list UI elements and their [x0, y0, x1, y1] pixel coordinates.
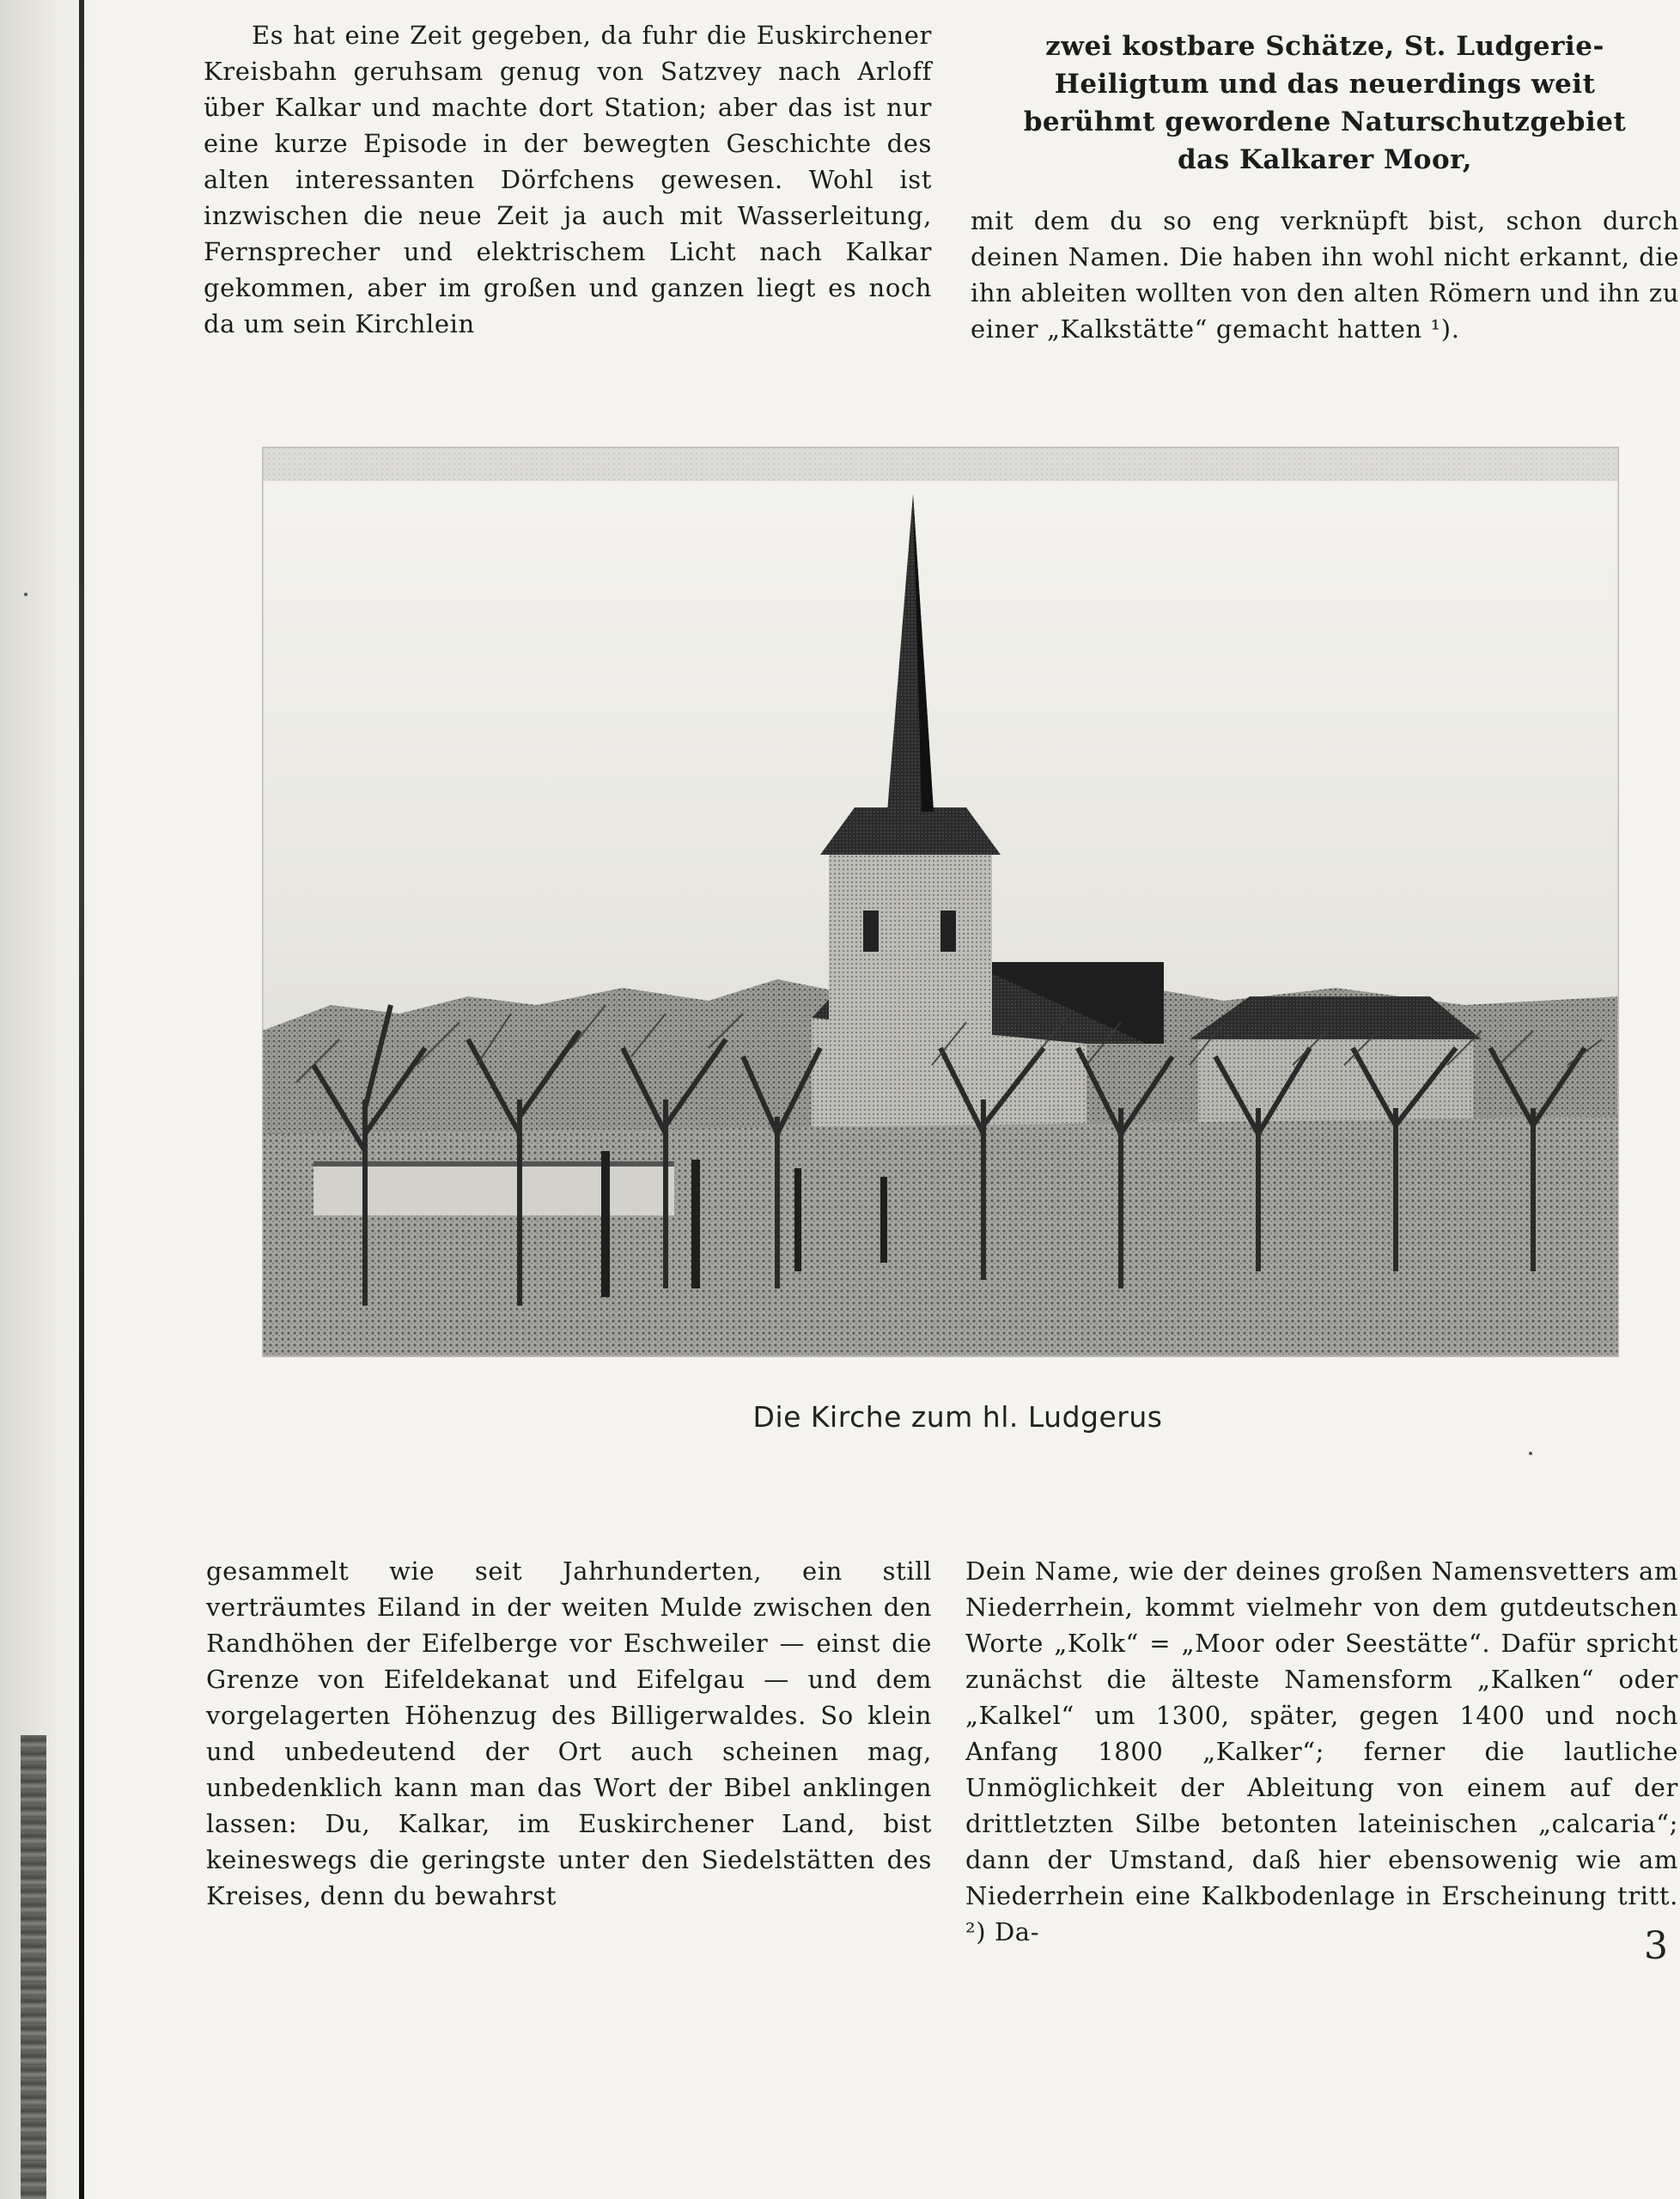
heading-line: das Kalkarer Moor,: [1177, 144, 1473, 175]
section-heading: [971, 27, 1679, 179]
column-bottom-left: [206, 1553, 932, 1914]
dust-speck: [1529, 1452, 1532, 1455]
binding-damage: [21, 1735, 46, 2199]
heading-line: Heiligtum und das neuerdings weit: [1054, 69, 1596, 100]
dust-speck: [24, 593, 27, 596]
paragraph-top-right: mit dem du so eng verknüpft bist, schon durch deinen Namen. Die haben ihn wohl nicht erkannt, die ihn ableiten wollten von den alten Römern und ihn zu einer „Kalkstätte“ gemacht hatten ¹).: [971, 206, 1679, 344]
column-bottom-right: [965, 1553, 1678, 1950]
photo-caption: Die Kirche zum hl. Ludgerus: [752, 1400, 1163, 1434]
heading-line: zwei kostbare Schätze, St. Ludgerie-: [1045, 31, 1604, 62]
heading-line: berühmt gewordene Naturschutzgebiet: [1023, 107, 1627, 137]
column-top-left: [204, 17, 932, 342]
paragraph-bottom-right: Dein Name, wie der deines großen Namensvetters am Niederrhein, kommt vielmehr von dem gutdeutschen Worte „Kolk“ = „Moor oder Seestätte“. Dafür spricht zunächst die älteste Namensform „Kalken“ oder „Kalkel“ um 1300, später, gegen 1400 und noch Anfang 1800 „Kalker“; ferner die lautliche Unmöglichkeit der Ableitung von einem auf der drittletzten Silbe betonten lateinischen „calcaria“; dann der Umstand, daß hier ebensowenig wie am Niederrhein eine Kalkbodenlage in Erscheinung tritt. ²) Da-: [965, 1556, 1678, 1946]
church-photograph: [262, 447, 1619, 1357]
paragraph-bottom-left: gesammelt wie seit Jahrhunderten, ein still verträumtes Eiland in der weiten Mulde zwischen den Randhöhen der Eifelberge vor Eschweiler — einst die Grenze von Eifeldekanat und Eifelgau — und dem vorgelagerten Höhenzug des Billigerwaldes. So klein und unbedeutend der Ort auch scheinen mag, unbedenklich kann man das Wort der Bibel anklingen lassen: Du, Kalkar, im Euskirchener Land, bist keineswegs die geringste unter den Siedelstätten des Kreises, denn du bewahrst: [206, 1556, 932, 1910]
page-fold-line: [79, 0, 84, 2199]
paragraph-top-left: Es hat eine Zeit gegeben, da fuhr die Euskirchener Kreisbahn geruhsam genug von Satzvey nach Arloff über Kalkar und machte dort Station; aber das ist nur eine kurze Episode in der bewegten Geschichte des alten interessanten Dörfchens gewesen. Wohl ist inzwischen die neue Zeit ja auch mit Wasserleitung, Fernsprecher und elektrischem Licht nach Kalkar gekommen, aber im großen und ganzen liegt es noch da um sein Kirchlein: [204, 21, 932, 338]
church-photo-drawing: [262, 447, 1619, 1357]
column-top-right: [971, 203, 1679, 347]
page-number: 3: [1644, 1924, 1668, 1968]
